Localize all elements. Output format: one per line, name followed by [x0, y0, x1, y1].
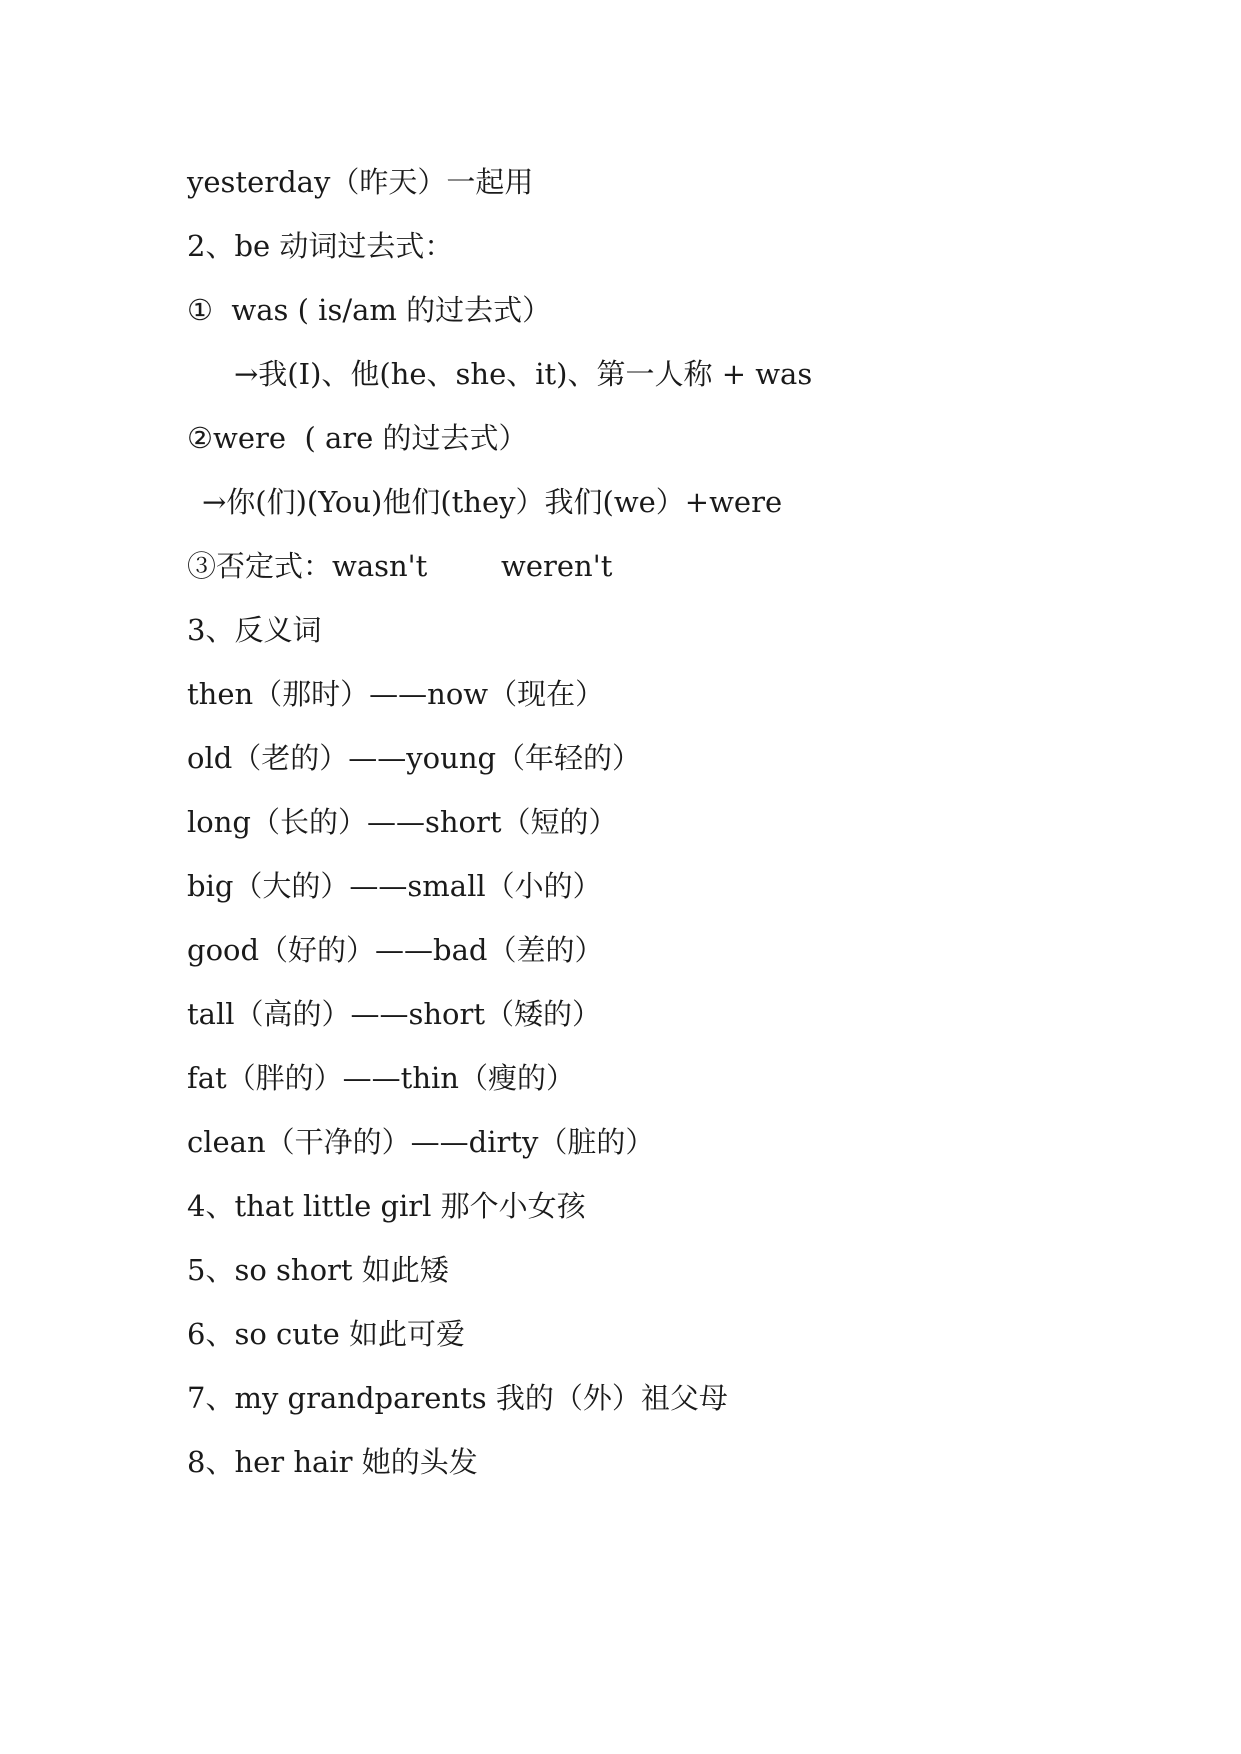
text-line-were-usage: →你(们)(You)他们(they）我们(we）+were	[202, 485, 783, 519]
antonym-pair-long-short: long（长的）——short（短的）	[187, 805, 618, 839]
text-line-was: ① was ( is/am 的过去式）	[187, 293, 552, 327]
antonym-pair-old-young: old（老的）——young（年轻的）	[187, 741, 642, 775]
phrase-item-7: 7、my grandparents 我的（外）祖父母	[187, 1381, 728, 1415]
antonym-pair-good-bad: good（好的）——bad（差的）	[187, 933, 604, 967]
text-line-negative-form: ③否定式：wasn't weren't	[187, 549, 613, 583]
antonym-pair-then-now: then（那时）——now（现在）	[187, 677, 605, 711]
phrase-item-4: 4、that little girl 那个小女孩	[187, 1189, 586, 1223]
antonym-pair-fat-thin: fat（胖的）——thin（瘦的）	[187, 1061, 575, 1095]
phrase-item-8: 8、her hair 她的头发	[187, 1445, 478, 1479]
text-line-were: ②were ( are 的过去式）	[187, 421, 528, 455]
heading-be-past-tense: 2、be 动词过去式：	[187, 229, 454, 263]
phrase-item-6: 6、so cute 如此可爱	[187, 1317, 465, 1351]
text-line-was-usage: →我(I)、他(he、she、it)、第一人称 + was	[234, 357, 813, 391]
antonym-pair-tall-short: tall（高的）——short（矮的）	[187, 997, 602, 1031]
phrase-item-5: 5、so short 如此矮	[187, 1253, 449, 1287]
antonym-pair-clean-dirty: clean（干净的）——dirty（脏的）	[187, 1125, 655, 1159]
text-line-yesterday: yesterday（昨天）一起用	[187, 165, 534, 199]
antonym-pair-big-small: big（大的）——small（小的）	[187, 869, 602, 903]
heading-antonyms: 3、反义词	[187, 613, 322, 647]
